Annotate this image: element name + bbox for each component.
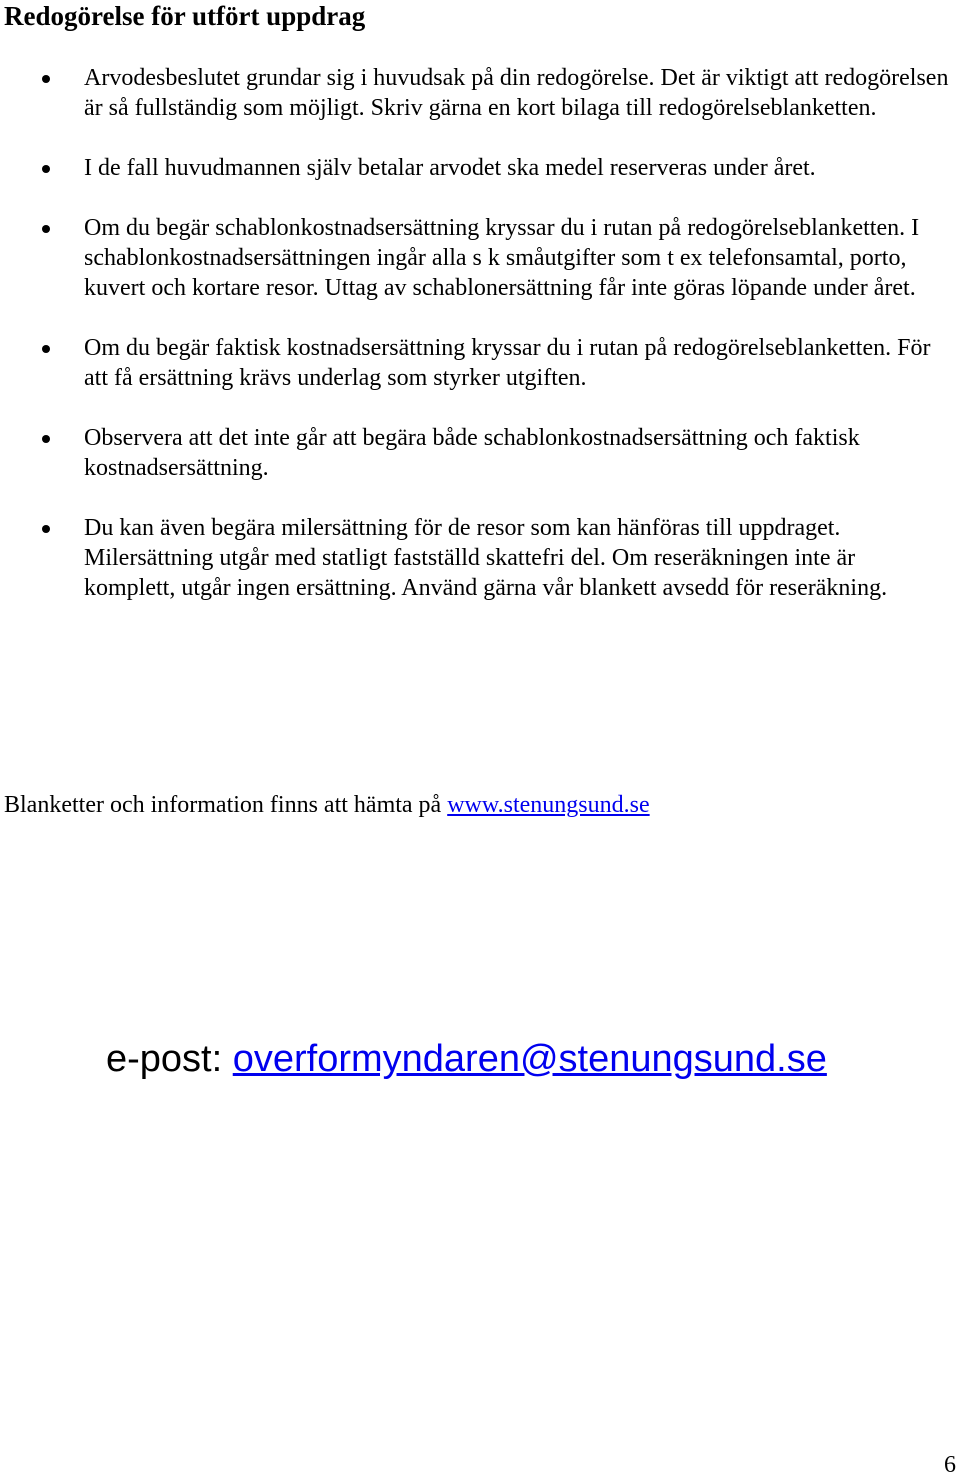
email-line [106,1036,827,1082]
bullet-icon [42,165,50,173]
email-label: e-post: [106,1038,233,1080]
website-link[interactable]: www.stenungsund.se [447,792,650,818]
list-item [0,213,960,303]
bullet-icon [42,435,50,443]
list-item-text: Arvodesbeslutet grundar sig i huvudsak på din redogörelse. Det är viktigt att redogörelsen är så fullständig som möjligt. Skriv gärna en kort bilaga till redogörelseblanketten. [84,65,949,121]
list-item [0,153,960,183]
page-number: 6 [944,1452,956,1478]
list-item-text: Om du begär schablonkostnadsersättning kryssar du i rutan på redogörelseblanketten. I schablonkostnadsersättningen ingår alla s k småutgifter som t ex telefonsamtal, porto, kuvert och kortare resor. Uttag av schablonersättning får inte göras löpande under året. [84,215,920,301]
list-item-text: I de fall huvudmannen själv betalar arvodet ska medel reserveras under året. [84,155,816,181]
page-heading: Redogörelse för utfört uppdrag [4,1,366,31]
bullet-icon [42,345,50,353]
bullet-icon [42,525,50,533]
bullet-list [0,63,960,633]
list-item [0,333,960,393]
bullet-icon [42,75,50,83]
email-link[interactable]: overformyndaren@stenungsund.se [232,1038,827,1080]
info-text: Blanketter och information finns att hämta på [4,792,448,818]
list-item [0,423,960,483]
list-item-text: Om du begär faktisk kostnadsersättning kryssar du i rutan på redogörelseblanketten. För att få ersättning krävs underlag som styrker utgiften. [84,335,931,391]
info-line [4,790,650,820]
list-item-text: Observera att det inte går att begära både schablonkostnadsersättning och faktisk kostnadsersättning. [84,425,860,481]
list-item [0,63,960,123]
bullet-icon [42,225,50,233]
list-item-text: Du kan även begära milersättning för de resor som kan hänföras till uppdraget. Milersättning utgår med statligt fastställd skattefri del. Om reseräkningen inte är komplett, utgår ingen ersättning. Använd gärna vår blankett avsedd för reseräkning. [84,515,888,601]
list-item [0,513,960,603]
